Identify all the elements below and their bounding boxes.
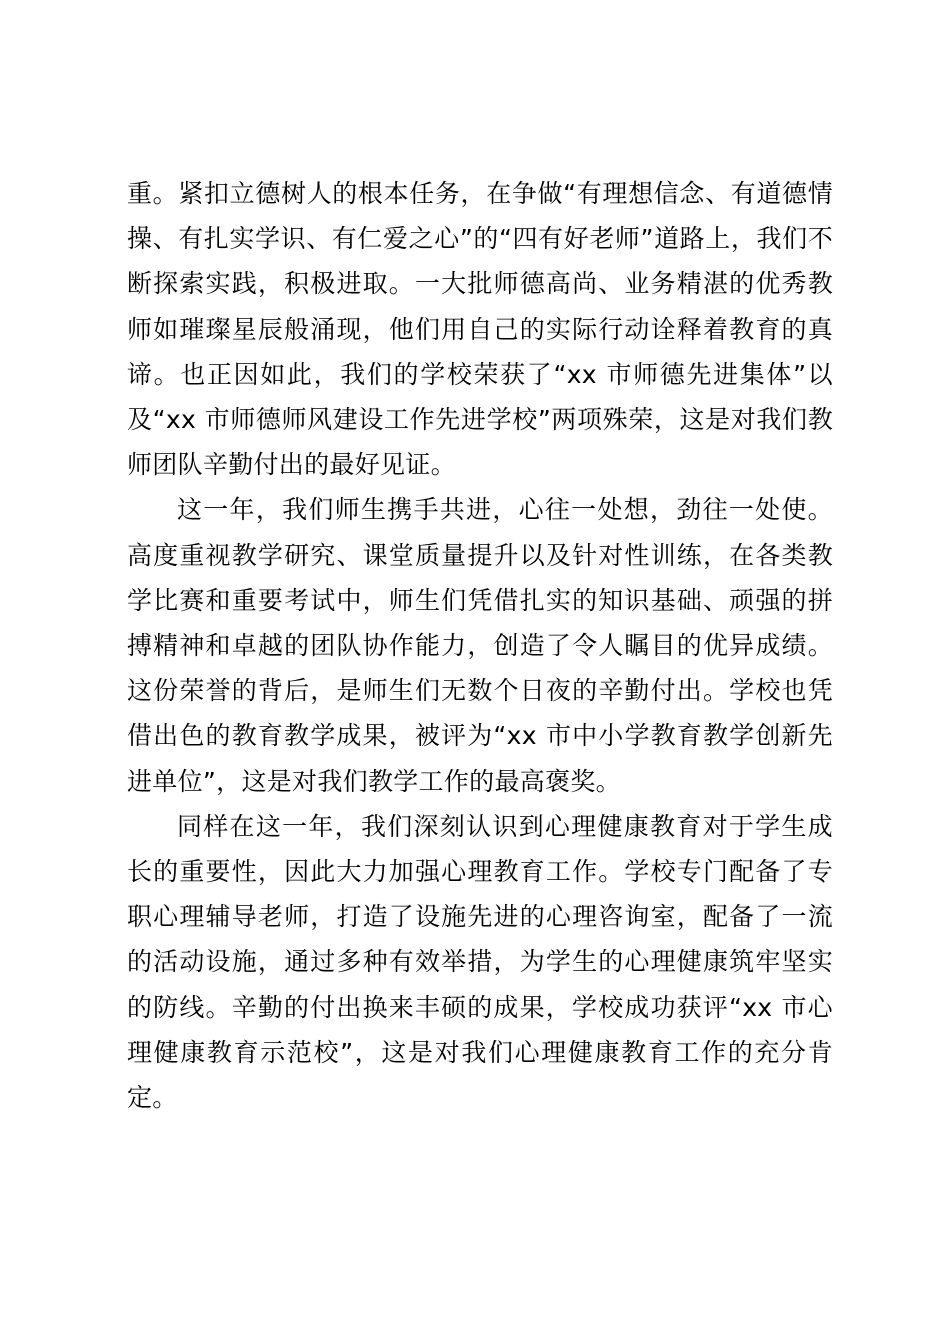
paragraph-teaching: 这一年，我们师生携手共进，心往一处想，劲往一处使。高度重视教学研究、课堂质量提升以及针对性训练，在各类教学比赛和重要考试中，师生们凭借扎实的知识基础、顽强的拼搏精神和卓越的团队协作能力，创造了令人瞩目的优异成绩。这份荣誉的背后，是师生们无数个日夜的辛勤付出。学校也凭借出色的教育教学成果，被评为“xx 市中小学教育教学创新先进单位”，这是对我们教学工作的最高褒奖。 [127, 495, 833, 796]
paragraph-mental-health: 同样在这一年，我们深刻认识到心理健康教育对于学生成长的重要性，因此大力加强心理教育工作。学校专门配备了专职心理辅导老师，打造了设施先进的心理咨询室，配备了一流的活动设施，通过多种有效举措，为学生的心理健康筑牢坚实的防线。辛勤的付出换来丰硕的成果，学校成功获评“xx 市心理健康教育示范校”，这是对我们心理健康教育工作的充分肯定。 [127, 811, 833, 1113]
document-body [127, 171, 833, 1120]
paragraph-continuation: 重。紧扣立德树人的根本任务，在争做“有理想信念、有道德情操、有扎实学识、有仁爱之心”的“四有好老师”道路上，我们不断探索实践，积极进取。一大批师德高尚、业务精湛的优秀教师如璀璨星辰般涌现，他们用自己的实际行动诠释着教育的真谛。也正因如此，我们的学校荣获了“xx 市师德先进集体”以及“xx 市师德师风建设工作先进学校”两项殊荣，这是对我们教师团队辛勤付出的最好见证。 [127, 179, 833, 480]
